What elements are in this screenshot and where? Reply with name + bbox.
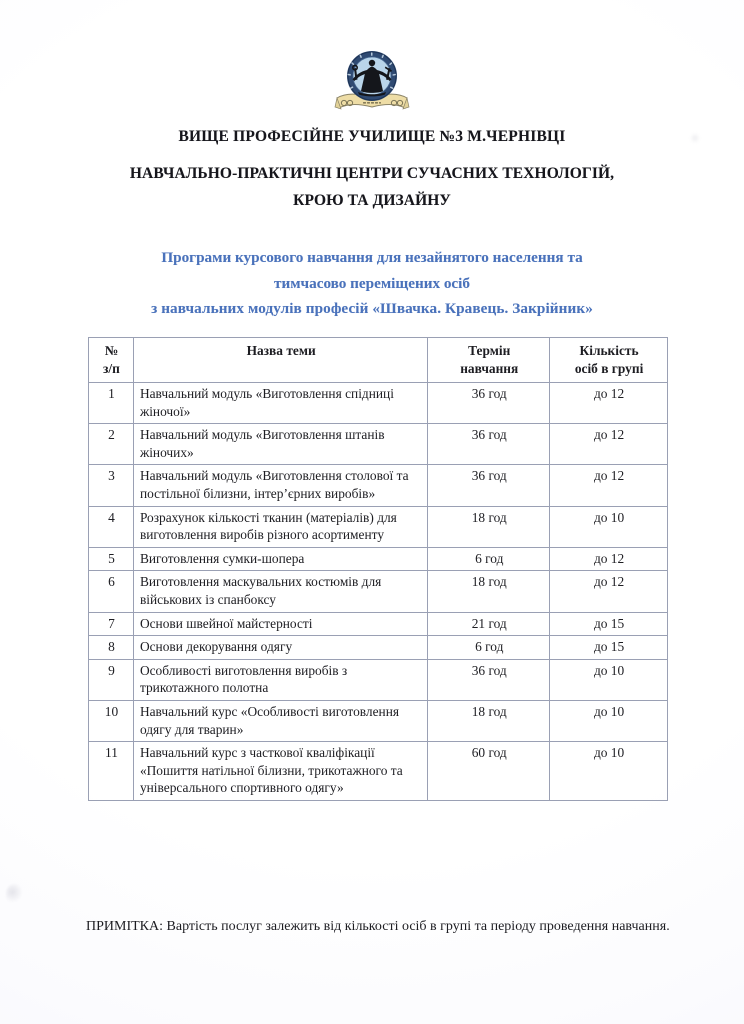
column-header-group-size-line2: осіб в групі	[574, 361, 644, 376]
cell-number: 10	[89, 700, 134, 741]
column-header-number-line2: з/п	[103, 361, 120, 376]
table-row	[89, 612, 668, 636]
column-header-number	[89, 338, 134, 383]
table-row	[89, 700, 668, 741]
cell-group-size: до 10	[550, 659, 668, 700]
cell-topic: Навчальний курс «Особливості виготовлення одягу для тварин»	[133, 700, 427, 741]
column-header-number-line1: №	[104, 343, 119, 358]
cell-number: 9	[89, 659, 134, 700]
column-header-topic-label: Назва теми	[246, 343, 316, 358]
cell-duration: 18 год	[428, 700, 550, 741]
table-header-row	[89, 338, 668, 383]
organization-subtitle	[0, 160, 744, 214]
programs-table	[88, 337, 668, 801]
cell-number: 7	[89, 612, 134, 636]
column-header-group-size-line1: Кількість	[579, 343, 639, 358]
footer-note	[86, 915, 670, 938]
table-row	[89, 506, 668, 547]
cell-duration: 6 год	[428, 636, 550, 660]
cell-topic: Виготовлення сумки-шопера	[133, 547, 427, 571]
cell-number: 2	[89, 424, 134, 465]
organization-title: ВИЩЕ ПРОФЕСІЙНЕ УЧИЛИЩЕ №3 М.ЧЕРНІВЦІ	[178, 128, 566, 145]
table-row	[89, 571, 668, 612]
cell-number: 11	[89, 742, 134, 801]
cell-number: 8	[89, 636, 134, 660]
cell-topic: Виготовлення маскувальних костюмів для військових із спанбоксу	[133, 571, 427, 612]
organization-subtitle-line2: КРОЮ ТА ДИЗАЙНУ	[293, 192, 451, 209]
cell-topic: Навчальний модуль «Виготовлення спідниці жіночої»	[133, 383, 427, 424]
emblem-container	[0, 46, 744, 120]
cell-group-size: до 10	[550, 506, 668, 547]
cell-duration: 36 год	[428, 465, 550, 506]
subtitle-line3: з навчальних модулів професій «Швачка. Кравець. Закрійник»	[151, 300, 593, 317]
table-row	[89, 547, 668, 571]
table-row	[89, 659, 668, 700]
cell-group-size: до 12	[550, 383, 668, 424]
column-header-duration-line2: навчання	[460, 361, 519, 376]
subtitle-line2: тимчасово переміщених осіб	[273, 274, 470, 292]
cell-duration: 6 год	[428, 547, 550, 571]
table-row	[89, 424, 668, 465]
cell-topic: Особливості виготовлення виробів з трикотажного полотна	[133, 659, 427, 700]
cell-number: 1	[89, 383, 134, 424]
school-emblem-icon	[327, 46, 417, 120]
cell-group-size: до 12	[550, 571, 668, 612]
cell-number: 3	[89, 465, 134, 506]
cell-duration: 18 год	[428, 571, 550, 612]
subtitle-line1: Програми курсового навчання для незайнятого населення та	[161, 249, 583, 266]
cell-topic: Основи швейної майстерності	[133, 612, 427, 636]
column-header-topic	[133, 338, 427, 383]
column-header-duration-line1: Термін	[468, 343, 511, 358]
table-row	[89, 742, 668, 801]
cell-group-size: до 12	[550, 424, 668, 465]
cell-number: 4	[89, 506, 134, 547]
table-row	[89, 465, 668, 506]
footer-note-label: ПРИМІТКА:	[86, 919, 164, 934]
table-row	[89, 636, 668, 660]
cell-topic: Навчальний модуль «Виготовлення столової та постільної білизни, інтер’єрних виробів»	[133, 465, 427, 506]
cell-group-size: до 12	[550, 547, 668, 571]
cell-group-size: до 10	[550, 700, 668, 741]
cell-group-size: до 15	[550, 612, 668, 636]
cell-duration: 18 год	[428, 506, 550, 547]
cell-topic: Навчальний модуль «Виготовлення штанів жіночих»	[133, 424, 427, 465]
cell-number: 6	[89, 571, 134, 612]
cell-topic: Розрахунок кількості тканин (матеріалів) для виготовлення виробів різного асортименту	[133, 506, 427, 547]
document-subtitle	[60, 245, 684, 322]
cell-group-size: до 15	[550, 636, 668, 660]
organization-subtitle-line1: НАВЧАЛЬНО-ПРАКТИЧНІ ЦЕНТРИ СУЧАСНИХ ТЕХНОЛОГІЙ,	[129, 165, 615, 182]
cell-duration: 60 год	[428, 742, 550, 801]
cell-group-size: до 12	[550, 465, 668, 506]
cell-duration: 36 год	[428, 383, 550, 424]
cell-number: 5	[89, 547, 134, 571]
cell-duration: 36 год	[428, 659, 550, 700]
cell-duration: 36 год	[428, 424, 550, 465]
cell-topic: Навчальний курс з часткової кваліфікації «Пошиття натільної білизни, трикотажного та універсального спортивного одягу»	[133, 742, 427, 801]
table-body	[89, 383, 668, 801]
cell-duration: 21 год	[428, 612, 550, 636]
cell-group-size: до 10	[550, 742, 668, 801]
column-header-duration	[428, 338, 550, 383]
table-row	[89, 383, 668, 424]
column-header-group-size	[550, 338, 668, 383]
footer-note-text: Вартість послуг залежить від кількості осіб в групі та періоду проведення навчання.	[166, 919, 670, 934]
cell-topic: Основи декорування одягу	[133, 636, 427, 660]
